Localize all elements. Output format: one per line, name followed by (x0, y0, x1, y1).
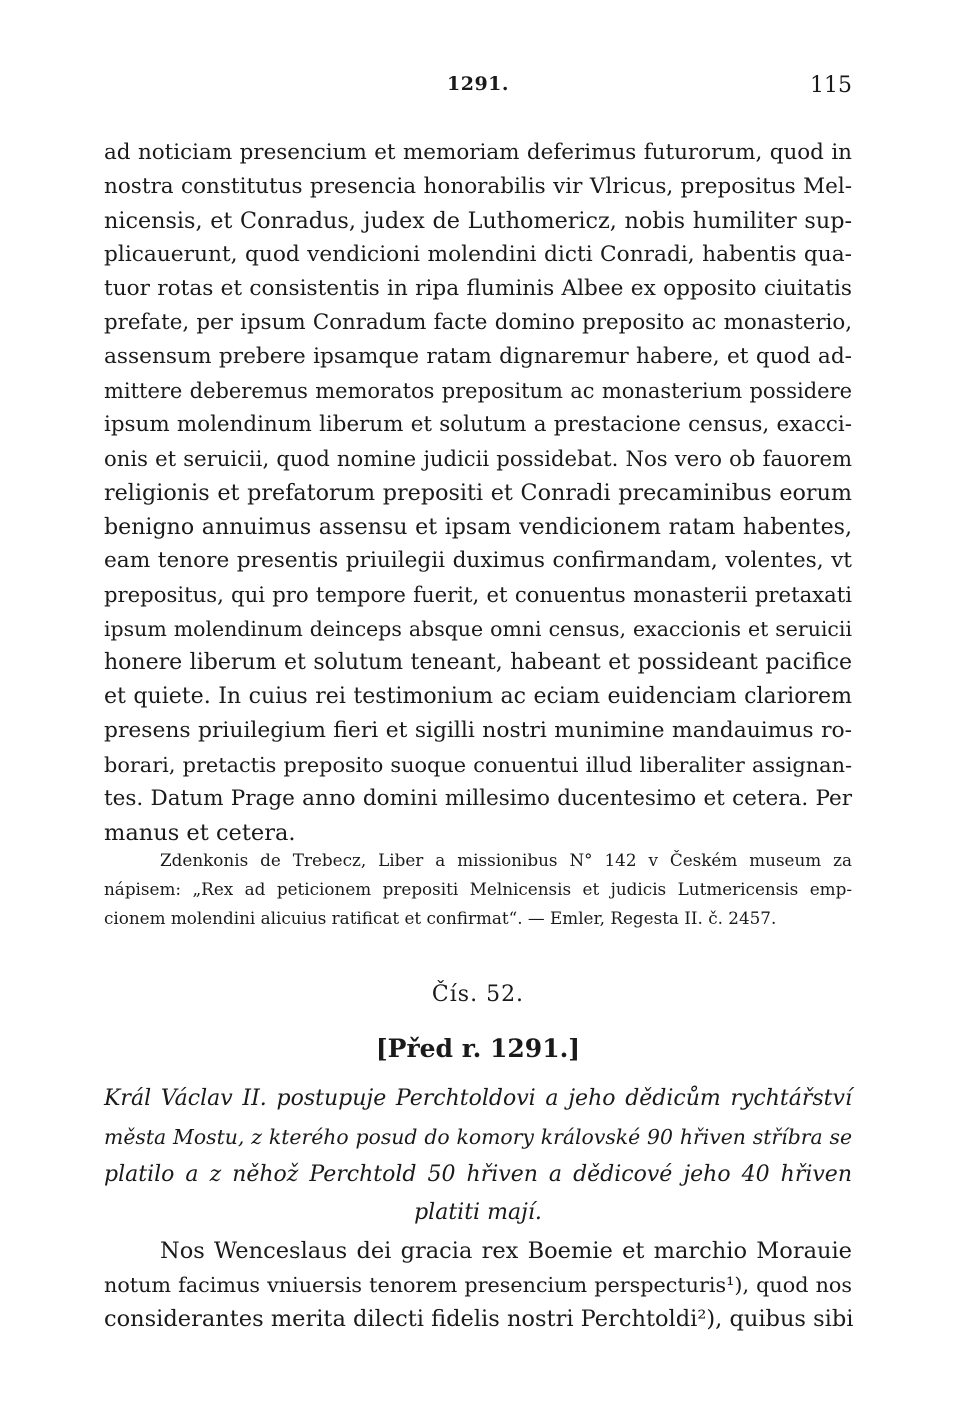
text-line: notum facimus vniuersis tenorem presencium perspecturis¹), quod nos (104, 1273, 852, 1297)
running-head (104, 73, 852, 103)
text-line: manus et cetera. (104, 820, 296, 846)
regest-line: platilo a z něhož Perchtold 50 hřiven a dědicové jeho 40 hřiven (104, 1162, 852, 1187)
text-line: benigno annuimus assensu et ipsam vendicionem ratam habentes, (104, 514, 852, 540)
text-line: onis et seruicii, quod nomine judicii possidebat. Nos vero ob fauorem (104, 446, 852, 471)
note-line: nápisem: „Rex ad peticionem prepositi Melnicensis et judicis Lutmericensis emp- (104, 879, 852, 899)
text-line: religionis et prefatorum prepositi et Conradi precaminibus eorum (104, 480, 852, 506)
text-line: considerantes merita dilecti fidelis nostri Perchtoldi²), quibus sibi (104, 1306, 854, 1332)
text-line: Nos Wenceslaus dei gracia rex Boemie et marchio Morauie (160, 1238, 852, 1264)
text-line: borari, pretactis preposito suoque conuentui illud liberaliter assignan- (104, 753, 852, 777)
text-line: eam tenore presentis priuilegii duximus confirmandam, volentes, vt (104, 548, 852, 573)
text-line: honere liberum et solutum teneant, habeant et possideant pacifice (104, 650, 852, 675)
regest-line: platiti mají. (414, 1200, 542, 1225)
text-line: prefate, per ipsum Conradum facte domino preposito ac monasterio, (104, 310, 852, 335)
text-line: nostra constitutus presencia honorabilis vir Vlricus, prepositus Mel- (104, 174, 852, 199)
text-line: tes. Datum Prage anno domini millesimo ducentesimo et cetera. Per (104, 786, 852, 811)
text-line: et quiete. In cuius rei testimonium ac eciam euidenciam clariorem (104, 684, 852, 709)
text-line: ipsum molendinum deinceps absque omni census, exaccionis et seruicii (104, 617, 852, 641)
document-date: [Před r. 1291.] (375, 1034, 581, 1063)
regest-line: Král Václav II. postupuje Perchtoldovi a jeho dědicům rychtářství (104, 1086, 852, 1111)
charter-text (104, 136, 852, 850)
regest-line: města Mostu, z kterého posud do komory královské 90 hřiven stříbra se (104, 1125, 852, 1149)
note-line: cionem molendini alicuius ratificat et confirmat“. — Emler, Regesta II. č. 2457. (104, 908, 777, 928)
note-line: Zdenkonis de Trebecz, Liber a missionibus N° 142 v Českém museum za (160, 850, 852, 870)
text-line: prepositus, qui pro tempore fuerit, et conuentus monasterii pretaxati (104, 582, 852, 607)
text-line: ad noticiam presencium et memoriam deferimus futurorum, quod in (104, 140, 852, 165)
text-line: plicauerunt, quod vendicioni molendini dicti Conradi, habentis qua- (104, 242, 852, 267)
document-number: Čís. 52. (431, 982, 525, 1007)
running-head-year: 1291. (447, 73, 509, 95)
page-number: 115 (810, 73, 852, 98)
text-line: ipsum molendinum liberum et solutum a prestacione census, exacci- (104, 412, 852, 437)
text-line: presens priuilegium fieri et sigilli nostri munimine mandauimus ro- (104, 718, 852, 743)
text-line: tuor rotas et consistentis in ripa fluminis Albee ex opposito ciuitatis (104, 276, 852, 301)
text-line: nicensis, et Conradus, judex de Luthomericz, nobis humiliter sup- (104, 208, 852, 234)
document-text (104, 1234, 852, 1336)
source-note (104, 846, 852, 933)
text-line: assensum prebere ipsamque ratam dignaremur habere, et quod ad- (104, 344, 852, 369)
text-line: mittere deberemus memoratos prepositum ac monasterium possidere (104, 379, 852, 403)
document-regest (104, 1080, 852, 1232)
